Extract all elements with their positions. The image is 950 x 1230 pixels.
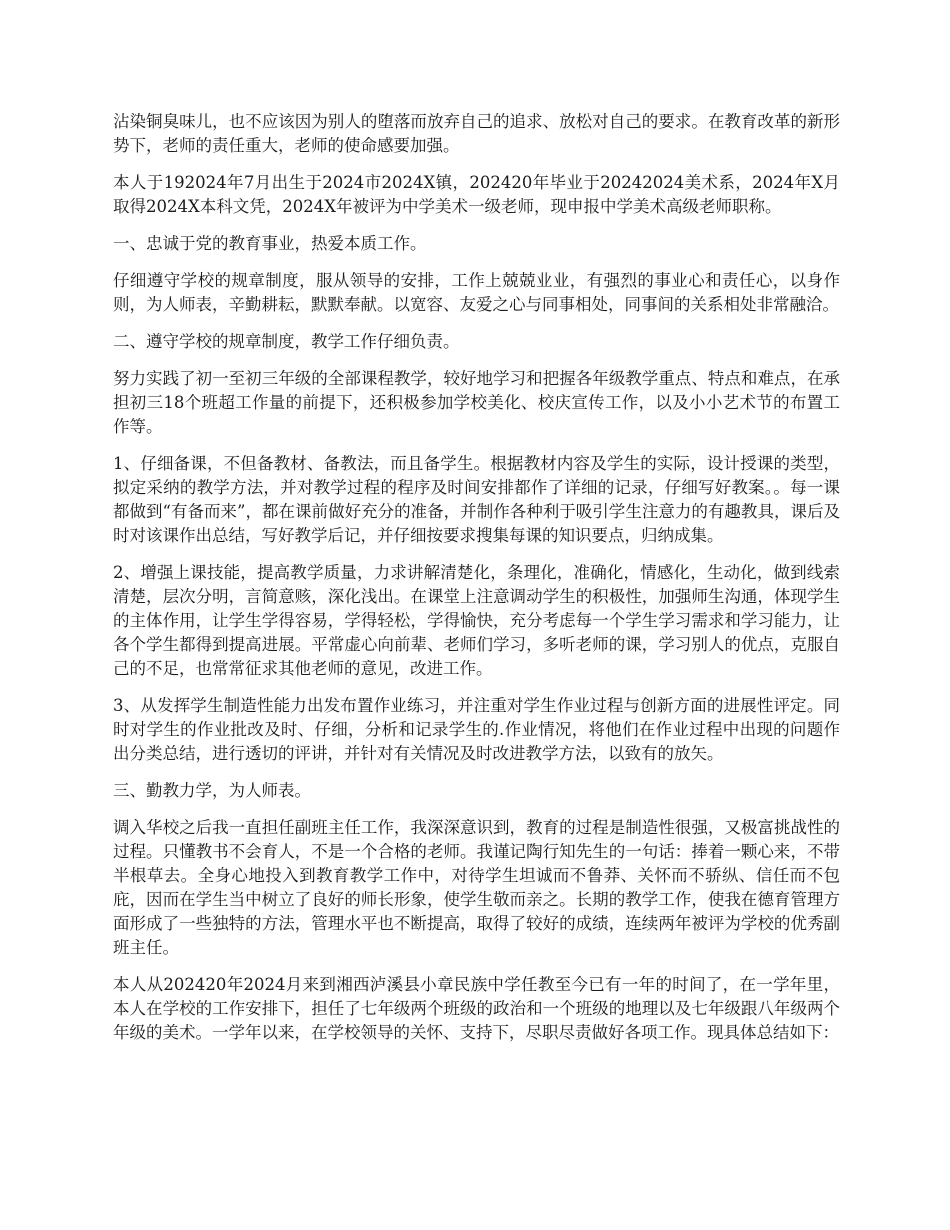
paragraph-9: 本人从202420年2024月来到湘西泸溪县小章民族中学任教至今已有一年的时间了，在一学年里，本人在学校的工作安排下，担任了七年级两个班级的政治和一个班级的地理以及七年级跟八年级两个年级的美术。一学年以来，在学校领导的关怀、支持下，尽职尽责做好各项工作。现具体总结如下： xyxy=(113,975,840,1042)
paragraph-6: 2、增强上课技能，提高教学质量，力求讲解清楚化，条理化，准确化，情感化，生动化，做到线索清楚，层次分明，言简意赅，深化浅出。在课堂上注意调动学生的积极性，加强师生沟通，体现学生的主体作用，让学生学得容易，学得轻松，学得愉快，充分考虑每一个学生学习需求和学习能力，让各个学生都得到提高进展。平常虚心向前辈、老师们学习，多听老师的课，学习别人的优点，克服自己的不足，也常常征求其他老师的意见，改进工作。 xyxy=(113,563,840,678)
paragraph-2: 本人于192024年7月出生于2024市2024X镇，202420年毕业于20242024美术系，2024年X月取得2024X本科文凭，2024X年被评为中学美术一级老师，现申报中学美术高级老师职称。 xyxy=(113,173,840,216)
section-heading-1: 一、忠诚于党的教育事业，热爱本质工作。 xyxy=(113,234,427,253)
paragraph-7: 3、从发挥学生制造性能力出发布置作业练习，并注重对学生作业过程与创新方面的进展性评定。同时对学生的作业批改及时、仔细，分析和记录学生的.作业情况，将他们在作业过程中出现的问题作出分类总结，进行透切的评讲，并针对有关情况及时改进教学方法，以致有的放矢。 xyxy=(113,696,840,763)
document-page xyxy=(113,110,840,1058)
paragraph-5: 1、仔细备课，不但备教材、备教法，而且备学生。根据教材内容及学生的实际，设计授课的类型，拟定采纳的教学方法，并对教学过程的程序及时间安排都作了详细的记录，仔细写好教案。。每一课都做到“有备而来”，都在课前做好充分的准备，并制作各种利于吸引学生注意力的有趣教具，课后及时对该课作出总结，写好教学后记，并仔细按要求搜集每课的知识要点，归纳成集。 xyxy=(113,454,840,545)
paragraph-1: 沾染铜臭味儿，也不应该因为别人的堕落而放弃自己的追求、放松对自己的要求。在教育改革的新形势下，老师的责任重大，老师的使命感要加强。 xyxy=(113,112,840,155)
paragraph-3: 仔细遵守学校的规章制度，服从领导的安排，工作上兢兢业业，有强烈的事业心和责任心，以身作则，为人师表，辛勤耕耘，默默奉献。以宽容、友爱之心与同事相处，同事间的关系相处非常融洽。 xyxy=(113,271,840,314)
paragraph-8: 调入华校之后我一直担任副班主任工作，我深深意识到，教育的过程是制造性很强，又极富挑战性的过程。只懂教书不会育人，不是一个合格的老师。我谨记陶行知先生的一句话：捧着一颗心来，不带半根草去。全身心地投入到教育教学工作中，对待学生坦诚而不鲁莽、关怀而不骄纵、信任而不包庇，因而在学生当中树立了良好的师长形象，使学生敬而亲之。长期的教学工作，使我在德育管理方面形成了一些独特的方法，管理水平也不断提高，取得了较好的成绩，连续两年被评为学校的优秀副班主任。 xyxy=(113,818,840,957)
section-heading-3: 三、勤教力学，为人师表。 xyxy=(113,781,311,800)
section-heading-2: 二、遵守学校的规章制度，教学工作仔细负责。 xyxy=(113,332,460,351)
paragraph-4: 努力实践了初一至初三年级的全部课程教学，较好地学习和把握各年级教学重点、特点和难点，在承担初三18个班超工作量的前提下，还积极参加学校美化、校庆宣传工作，以及小小艺术节的布置工作等。 xyxy=(113,369,840,436)
